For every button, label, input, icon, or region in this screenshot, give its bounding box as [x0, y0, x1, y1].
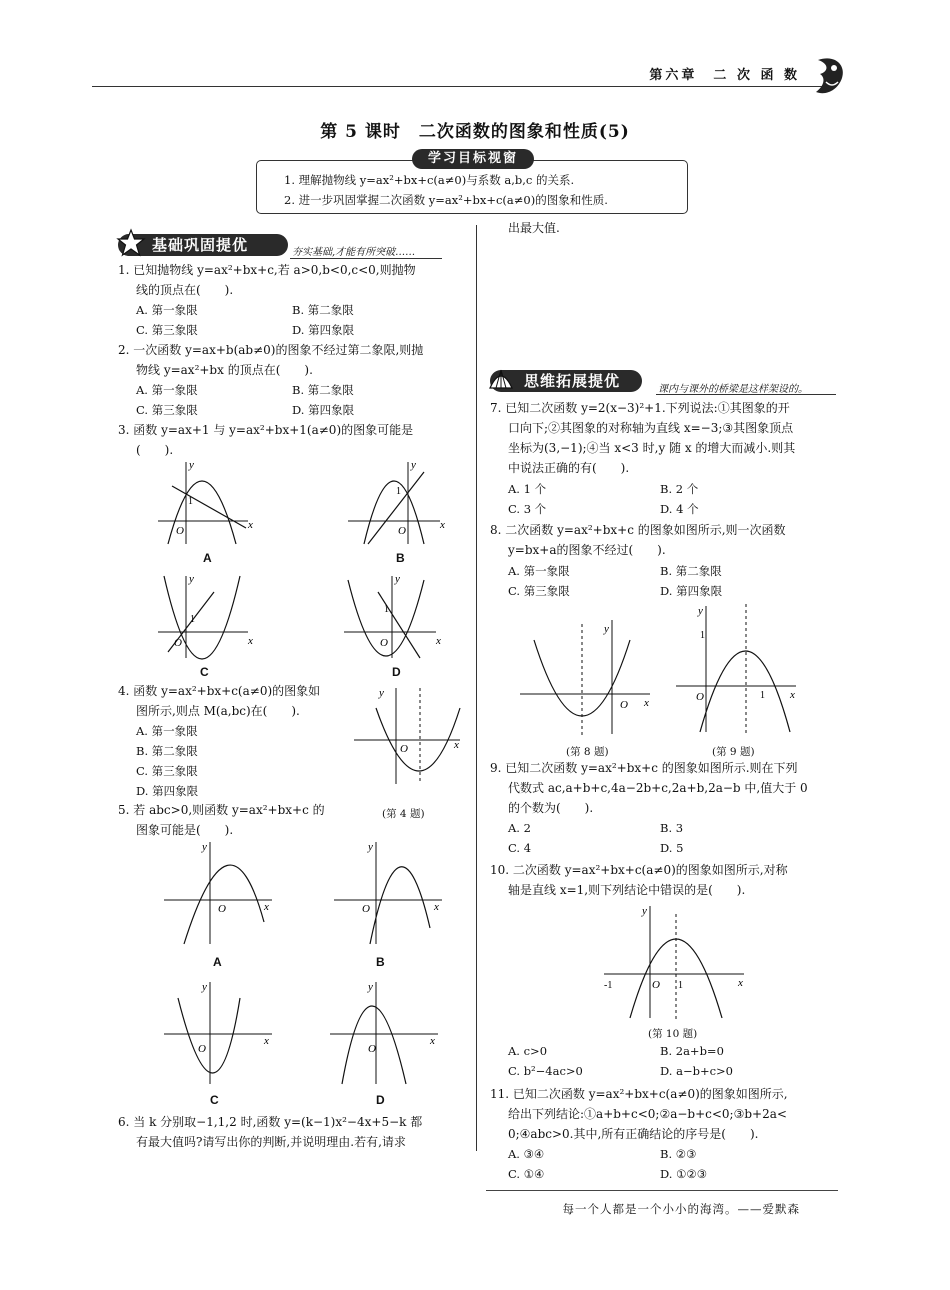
q5-graph-a — [160, 838, 278, 948]
origin: O — [362, 903, 370, 915]
motto-rule — [656, 394, 836, 395]
tick-one: 1 — [678, 980, 683, 991]
axis-y: y — [368, 841, 373, 853]
footer-rule — [486, 1190, 838, 1191]
question-4-stem: 4. 函数 y=ax²+bx+c(a≠0)的图象如 — [118, 684, 321, 698]
origin: O — [174, 637, 182, 649]
option: D. ①②③ — [660, 1167, 708, 1181]
option: B. 第二象限 — [292, 383, 354, 397]
axis-x: x — [434, 901, 439, 913]
option: D. 5 — [660, 841, 684, 855]
option: A. 第一象限 — [136, 724, 198, 738]
graph-label: A — [213, 955, 222, 969]
figure-caption: (第 8 题) — [566, 746, 609, 758]
goal-item: 1. 理解抛物线 y=ax²+bx+c(a≠0)与系数 a,b,c 的关系. — [284, 173, 575, 187]
lesson-title: 第 5 课时 二次函数的图象和性质(5) — [320, 122, 630, 142]
origin: O — [218, 903, 226, 915]
question-5-stem: 图象可能是( ). — [136, 823, 234, 837]
question-7-stem: 中说法正确的有( ). — [508, 461, 630, 475]
option: C. 第三象限 — [136, 323, 198, 337]
axis-y: y — [379, 687, 384, 699]
axis-y: y — [604, 623, 609, 635]
axis-x: x — [248, 519, 253, 531]
tick-one: 1 — [760, 690, 765, 701]
axis-y: y — [698, 605, 703, 617]
axis-x: x — [264, 901, 269, 913]
option: D. 第四象限 — [136, 784, 199, 798]
section-motto: 课内与课外的桥梁是这样架设的。 — [658, 384, 808, 395]
chapter-header: 第六章 二 次 函 数 — [649, 68, 800, 83]
column-divider — [476, 225, 477, 1151]
question-9-stem: 代数式 ac,a+b+c,4a−2b+c,2a+b,2a−b 中,值大于 0 — [508, 781, 808, 795]
origin: O — [368, 1043, 376, 1055]
mascot-icon — [808, 52, 848, 100]
origin: O — [696, 691, 704, 703]
axis-y: y — [368, 981, 373, 993]
origin: O — [176, 525, 184, 537]
option: D. 4 个 — [660, 502, 699, 516]
axis-x: x — [436, 635, 441, 647]
tick-one: 1 — [190, 614, 195, 625]
option: A. c>0 — [508, 1044, 548, 1058]
q10-graph — [600, 900, 750, 1022]
axis-y: y — [189, 459, 194, 471]
question-11-stem: 给出下列结论:①a+b+c<0;②a−b+c<0;③b+2a< — [508, 1107, 787, 1121]
origin: O — [400, 743, 408, 755]
question-7-stem: 坐标为(3,−1);④当 x<3 时,y 随 x 的增大而减小.则其 — [508, 441, 796, 455]
q4-graph — [352, 684, 464, 794]
axis-y: y — [202, 981, 207, 993]
question-4-stem: 图所示,则点 M(a,bc)在( ). — [136, 704, 300, 718]
q3-graph-c — [150, 572, 260, 662]
tick-one: 1 — [700, 630, 705, 641]
question-9-stem: 9. 已知二次函数 y=ax²+bx+c 的图象如图所示.则在下列 — [490, 761, 798, 775]
option: D. 第四象限 — [660, 584, 723, 598]
question-8-stem: y=bx+a的图象不经过( ). — [508, 543, 666, 557]
origin: O — [398, 525, 406, 537]
option: D. 第四象限 — [292, 323, 355, 337]
question-11-stem: 0;④abc>0.其中,所有正确结论的序号是( ). — [508, 1127, 759, 1141]
graph-label: D — [376, 1093, 385, 1107]
figure-caption: (第 4 题) — [382, 808, 425, 820]
figure-caption: (第 10 题) — [648, 1028, 698, 1040]
tick-one: 1 — [384, 604, 389, 615]
question-7-stem: 7. 已知二次函数 y=2(x−3)²+1.下列说法:①其图象的开 — [490, 401, 790, 415]
option: C. 3 个 — [508, 502, 547, 516]
tick-neg-one: -1 — [604, 980, 613, 991]
option: B. 2a+b=0 — [660, 1044, 724, 1058]
axis-x: x — [454, 739, 459, 751]
option: C. 第三象限 — [136, 403, 198, 417]
q5-graph-b — [330, 838, 448, 948]
axis-x: x — [248, 635, 253, 647]
question-10-stem: 10. 二次函数 y=ax²+bx+c(a≠0)的图象如图所示,对称 — [490, 863, 788, 877]
q3-graph-a — [150, 458, 260, 548]
option: A. 1 个 — [508, 482, 547, 496]
option: B. 3 — [660, 821, 684, 835]
goals-banner: 学习目标视窗 — [412, 149, 534, 169]
graph-label: B — [396, 551, 405, 565]
option: C. 4 — [508, 841, 532, 855]
origin: O — [198, 1043, 206, 1055]
question-6-stem: 出最大值. — [508, 221, 560, 235]
axis-x: x — [430, 1035, 435, 1047]
origin: O — [620, 699, 628, 711]
question-9-stem: 的个数为( ). — [508, 801, 594, 815]
option: C. b²−4ac>0 — [508, 1064, 583, 1078]
footer-quote: 每一个人都是一个小小的海湾。——爱默森 — [562, 1202, 800, 1216]
graph-label: A — [203, 551, 212, 565]
option: A. ③④ — [508, 1147, 545, 1161]
question-7-stem: 口向下;②其图象的对称轴为直线 x=−3;③其图象顶点 — [508, 421, 794, 435]
tick-one: 1 — [396, 486, 401, 497]
graph-label: C — [200, 665, 209, 679]
axis-y: y — [642, 905, 647, 917]
q9-graph — [672, 600, 802, 738]
option: C. 第三象限 — [508, 584, 570, 598]
axis-x: x — [264, 1035, 269, 1047]
option: A. 第一象限 — [136, 383, 198, 397]
question-1-stem: 1. 已知抛物线 y=ax²+bx+c,若 a>0,b<0,c<0,则抛物 — [118, 263, 416, 277]
option: A. 第一象限 — [508, 564, 570, 578]
q8-graph — [516, 612, 656, 738]
question-1-stem: 线的顶点在( ). — [136, 283, 234, 297]
section-banner-basic: 基础巩固提优 — [118, 234, 288, 256]
option: A. 第一象限 — [136, 303, 198, 317]
question-10-stem: 轴是直线 x=1,则下列结论中错误的是( ). — [508, 883, 746, 897]
graph-label: B — [376, 955, 385, 969]
axis-y: y — [189, 573, 194, 585]
origin: O — [652, 979, 660, 991]
star-icon — [116, 228, 146, 258]
section-banner-extend: 思维拓展提优 — [490, 370, 642, 392]
question-2-stem: 物线 y=ax²+bx 的顶点在( ). — [136, 363, 313, 377]
option: D. 第四象限 — [292, 403, 355, 417]
header-rule — [92, 86, 825, 87]
axis-x: x — [644, 697, 649, 709]
axis-x: x — [738, 977, 743, 989]
graph-label: C — [210, 1093, 219, 1107]
goal-item: 2. 进一步巩固掌握二次函数 y=ax²+bx+c(a≠0)的图象和性质. — [284, 193, 608, 207]
section-motto: 夯实基础,才能有所突破…… — [292, 247, 416, 258]
axis-y: y — [202, 841, 207, 853]
axis-x: x — [790, 689, 795, 701]
question-6-stem: 有最大值吗?请写出你的判断,并说明理由.若有,请求 — [136, 1135, 406, 1149]
axis-y: y — [395, 573, 400, 585]
question-8-stem: 8. 二次函数 y=ax²+bx+c 的图象如图所示,则一次函数 — [490, 523, 786, 537]
q3-graph-b — [344, 458, 454, 548]
tick-one: 1 — [188, 496, 193, 507]
origin: O — [380, 637, 388, 649]
option: B. 第二象限 — [292, 303, 354, 317]
option: B. 第二象限 — [136, 744, 198, 758]
axis-x: x — [440, 519, 445, 531]
option: C. ①④ — [508, 1167, 545, 1181]
figure-caption: (第 9 题) — [712, 746, 755, 758]
question-3-stem: ( ). — [136, 443, 174, 457]
option: B. 2 个 — [660, 482, 699, 496]
option: B. ②③ — [660, 1147, 697, 1161]
question-5-stem: 5. 若 abc>0,则函数 y=ax²+bx+c 的 — [118, 803, 325, 817]
graph-label: D — [392, 665, 401, 679]
motto-rule — [290, 258, 442, 259]
q5-graph-d — [326, 978, 444, 1088]
question-3-stem: 3. 函数 y=ax+1 与 y=ax²+bx+1(a≠0)的图象可能是 — [118, 423, 414, 437]
option: A. 2 — [508, 821, 531, 835]
option: C. 第三象限 — [136, 764, 198, 778]
question-11-stem: 11. 已知二次函数 y=ax²+bx+c(a≠0)的图象如图所示, — [490, 1087, 788, 1101]
question-6-stem: 6. 当 k 分别取−1,1,2 时,函数 y=(k−1)x²−4x+5−k 都 — [118, 1115, 423, 1129]
option: D. a−b+c>0 — [660, 1064, 734, 1078]
option: B. 第二象限 — [660, 564, 722, 578]
q5-graph-c — [160, 978, 278, 1088]
shell-icon — [486, 364, 516, 394]
axis-y: y — [411, 459, 416, 471]
q3-graph-d — [340, 572, 450, 662]
question-2-stem: 2. 一次函数 y=ax+b(ab≠0)的图象不经过第二象限,则抛 — [118, 343, 424, 357]
